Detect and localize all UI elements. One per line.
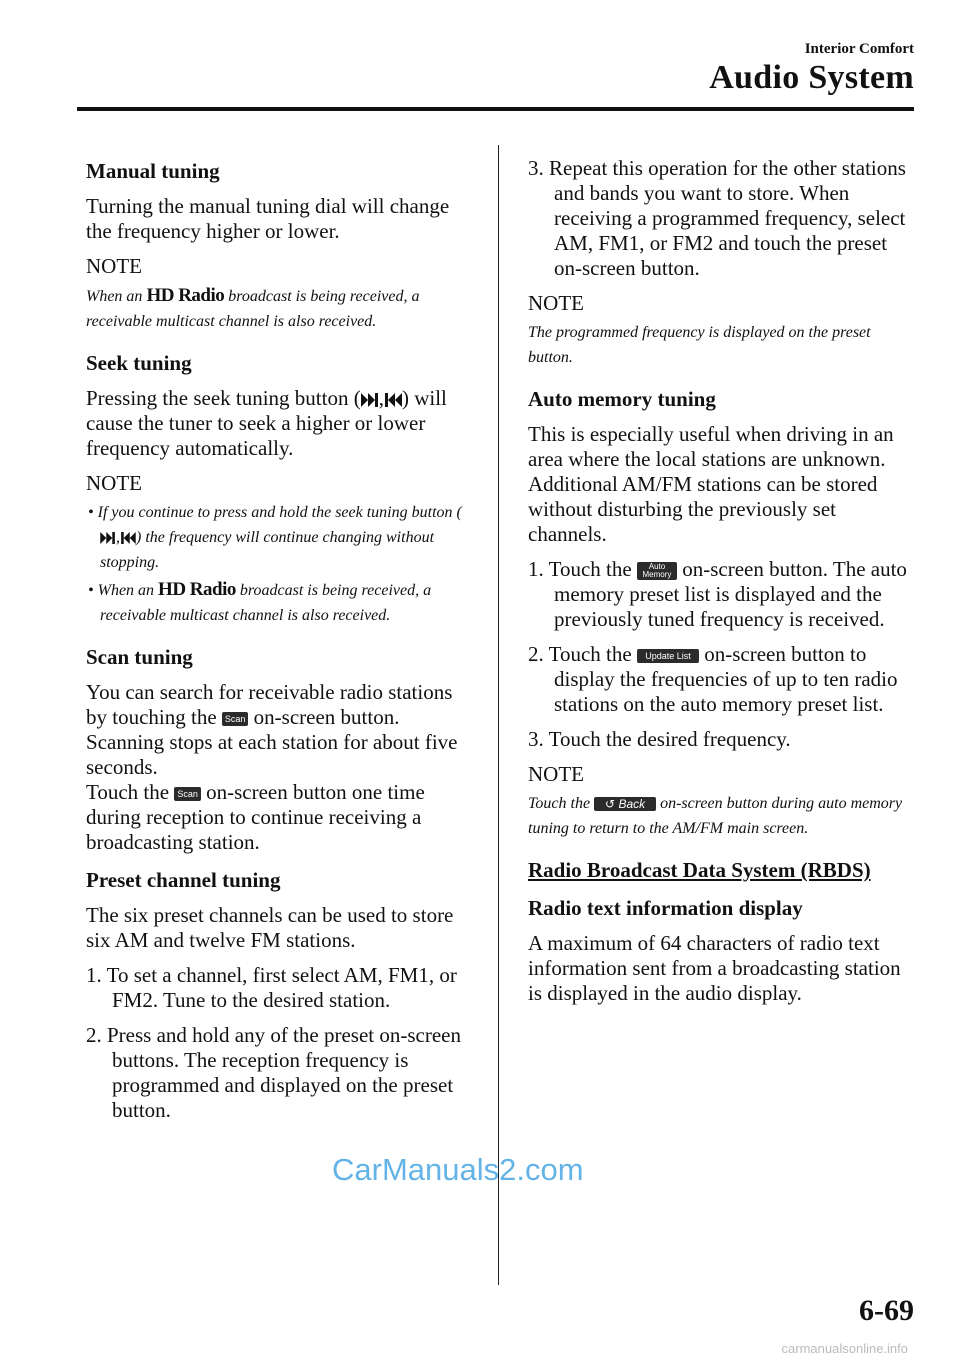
preset-tuning-text: The six preset channels can be used to store six AM and twelve FM stations. — [86, 903, 454, 952]
seek-note-bullet-1: • If you continue to press and hold the seek tuning button (, ) the frequency will continue changing without stopping. — [88, 504, 462, 571]
scan-tuning-heading: Scan tuning — [86, 645, 193, 669]
seek-up-icon — [100, 532, 116, 544]
scan-button: Scan — [222, 712, 249, 726]
manual-tuning-text: Turning the manual tuning dial will change the frequency higher or lower. — [86, 194, 450, 243]
auto-memory-button: Auto Memory — [637, 562, 677, 580]
auto-step-1: 1. Touch the Auto Memory on-screen button. The auto memory preset list is displayed and the previously tuned frequency is received. — [528, 557, 907, 631]
right-column — [528, 156, 918, 1016]
rbds-heading: Radio Broadcast Data System (RBDS) — [528, 858, 871, 882]
watermark: CarManuals2.com — [332, 1152, 584, 1187]
manual-tuning-heading: Manual tuning — [86, 159, 220, 183]
update-list-button: Update List — [637, 649, 699, 663]
seek-tuning-text: Pressing the seek tuning button ( , ) will cause the tuner to seek a higher or lower frequency automatically. — [86, 386, 447, 460]
page-title: Audio System — [709, 59, 914, 96]
back-arrow-icon: ↺ — [605, 797, 616, 812]
auto-memory-text: This is especially useful when driving in an area where the local stations are unknown. Additional AM/FM stations can be stored without disturbing the previously set channels. — [528, 422, 894, 546]
manual-tuning-note: When an HD Radio broadcast is being received, a receivable multicast channel is also received. — [86, 285, 420, 330]
page-number: 6-69 — [859, 1294, 914, 1327]
preset-tuning-heading: Preset channel tuning — [86, 868, 281, 892]
preset-note: The programmed frequency is displayed on the preset button. — [528, 324, 871, 366]
auto-memory-note: Touch the ↺ Back on-screen button during auto memory tuning to return to the AM/FM main screen. — [528, 795, 903, 837]
note-label: NOTE — [86, 471, 142, 495]
note-label: NOTE — [528, 291, 584, 315]
header-rule — [77, 107, 914, 111]
hd-radio-logo: HD Radio — [146, 285, 225, 306]
auto-step-2: 2. Touch the Update List on-screen button to display the frequencies of up to ten radio stations on the auto memory preset list. — [528, 642, 898, 716]
seek-up-icon — [361, 393, 379, 407]
auto-step-3: 3. Touch the desired frequency. — [528, 727, 791, 751]
footer-watermark: carmanualsonline.info — [781, 1341, 908, 1356]
radio-text-text: A maximum of 64 characters of radio text information sent from a broadcasting station is displayed in the audio display. — [528, 931, 901, 1005]
scan-tuning-text-3: Touch the Scan on-screen button one time during reception to continue receiving a broadcasting station. — [86, 780, 425, 854]
radio-text-heading: Radio text information display — [528, 896, 803, 920]
column-divider — [498, 145, 499, 1285]
back-button: ↺ Back — [594, 797, 656, 811]
hd-radio-logo: HD Radio — [158, 579, 236, 600]
scan-tuning-text-2: Scanning stops at each station for about five seconds. — [86, 730, 458, 779]
seek-down-icon — [384, 393, 402, 407]
preset-step-3: 3. Repeat this operation for the other stations and bands you want to store. When receiving a programmed frequency, select AM, FM1, or FM2 and touch the preset on-screen button. — [528, 156, 906, 280]
preset-step-2: 2. Press and hold any of the preset on-screen buttons. The reception frequency is programmed and displayed on the preset button. — [86, 1023, 461, 1122]
scan-button: Scan — [174, 787, 201, 801]
section-title: Interior Comfort — [804, 41, 914, 57]
note-label: NOTE — [528, 762, 584, 786]
seek-down-icon — [120, 532, 136, 544]
seek-tuning-heading: Seek tuning — [86, 351, 192, 375]
left-column — [86, 156, 476, 1133]
seek-note-bullet-2: • When an HD Radio broadcast is being received, a receivable multicast channel is also received. — [88, 579, 432, 624]
auto-memory-heading: Auto memory tuning — [528, 387, 716, 411]
note-label: NOTE — [86, 254, 142, 278]
preset-step-1: 1. To set a channel, first select AM, FM1, or FM2. Tune to the desired station. — [86, 963, 457, 1012]
scan-tuning-text-1: You can search for receivable radio stations by touching the Scan on-screen button. — [86, 680, 453, 729]
